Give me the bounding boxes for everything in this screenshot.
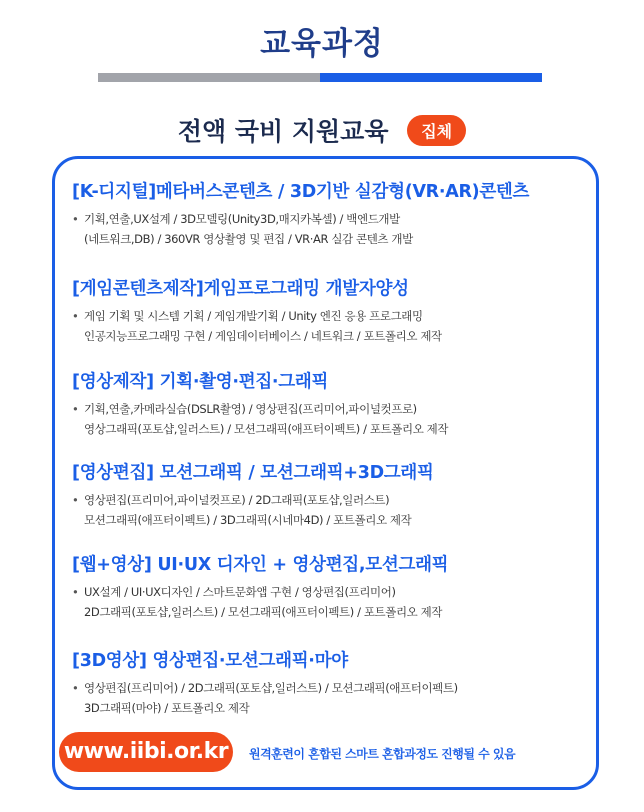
course-title: [영상편집] 모션그래픽 / 모션그래픽+3D그래픽 [72,463,434,483]
course-description [72,678,612,718]
course-desc-line1: 영상편집(프리미어) / 2D그래픽(포토샵,일러스트) / 모션그래픽(애프터이펙트) [84,681,458,695]
course-desc-line1: 게임 기획 및 시스템 기획 / 게임개발기획 / Unity 엔진 응용 프로그래밍 [84,309,423,323]
course-title: [게임콘텐츠제작]게임프로그래밍 개발자양성 [72,279,409,299]
course-desc-line2: (네트워크,DB) / 360VR 영상촬영 및 편집 / VR·AR 실감 콘텐츠 개발 [84,232,413,246]
course-desc-line2: 모션그래픽(애프터이펙트) / 3D그래픽(시네마4D) / 포트폴리오 제작 [84,513,412,527]
bullet-icon: • [72,493,79,507]
course-item-video-editing [72,459,612,530]
course-title: [3D영상] 영상편집·모션그래픽·마야 [72,651,348,671]
page-title: 교육과정 [260,26,384,62]
course-description [72,399,612,439]
bullet-icon: • [72,402,79,416]
course-description [72,209,612,249]
course-description [72,306,612,346]
course-title: [영상제작] 기획·촬영·편집·그래픽 [72,372,329,392]
course-desc-line2: 영상그래픽(포토샵,일러스트) / 모션그래픽(애프터이펙트) / 포트폴리오 제작 [84,422,449,436]
title-divider-gray [98,73,320,82]
course-item-web-video [72,551,612,622]
bullet-icon: • [72,309,79,323]
course-desc-line1: 기획,연출,UX설계 / 3D모델링(Unity3D,매지카복셀) / 백엔드개발 [84,212,400,226]
course-desc-line2: 2D그래픽(포토샵,일러스트) / 모션그래픽(애프터이펙트) / 포트폴리오 제작 [84,605,443,619]
bullet-icon: • [72,212,79,226]
course-item-video-production [72,368,612,439]
course-desc-line1: 영상편집(프리미어,파이널컷프로) / 2D그래픽(포토샵,일러스트) [84,493,390,507]
course-item-3d-video [72,647,612,718]
bullet-icon: • [72,681,79,695]
course-description [72,582,612,622]
headline-badge: 집체 [407,115,466,146]
course-desc-line1: 기획,연출,카메라실습(DSLR촬영) / 영상편집(프리미어,파이널컷프로) [84,402,417,416]
headline [0,112,644,148]
course-item-kdigital [72,178,612,249]
bullet-icon: • [72,585,79,599]
course-desc-line2: 인공지능프로그래밍 구현 / 게임데이터베이스 / 네트워크 / 포트폴리오 제작 [84,329,442,343]
headline-text: 전액 국비 지원교육 [177,117,389,146]
footer-note: 원격훈련이 혼합된 스마트 혼합과정도 진행될 수 있음 [249,747,516,761]
course-title: [웹+영상] UI·UX 디자인 + 영상편집,모션그래픽 [72,555,449,575]
course-item-game [72,275,612,346]
title-divider-blue [320,73,542,82]
course-desc-line2: 3D그래픽(마야) / 포트폴리오 제작 [84,701,250,715]
course-description [72,490,612,530]
website-link-button[interactable]: www.iibi.or.kr [59,732,233,772]
course-title: [K-디지털]메타버스콘텐츠 / 3D기반 실감형(VR·AR)콘텐츠 [72,182,530,202]
course-desc-line1: UX설계 / UI·UX디자인 / 스마트문화앱 구현 / 영상편집(프리미어) [84,585,396,599]
